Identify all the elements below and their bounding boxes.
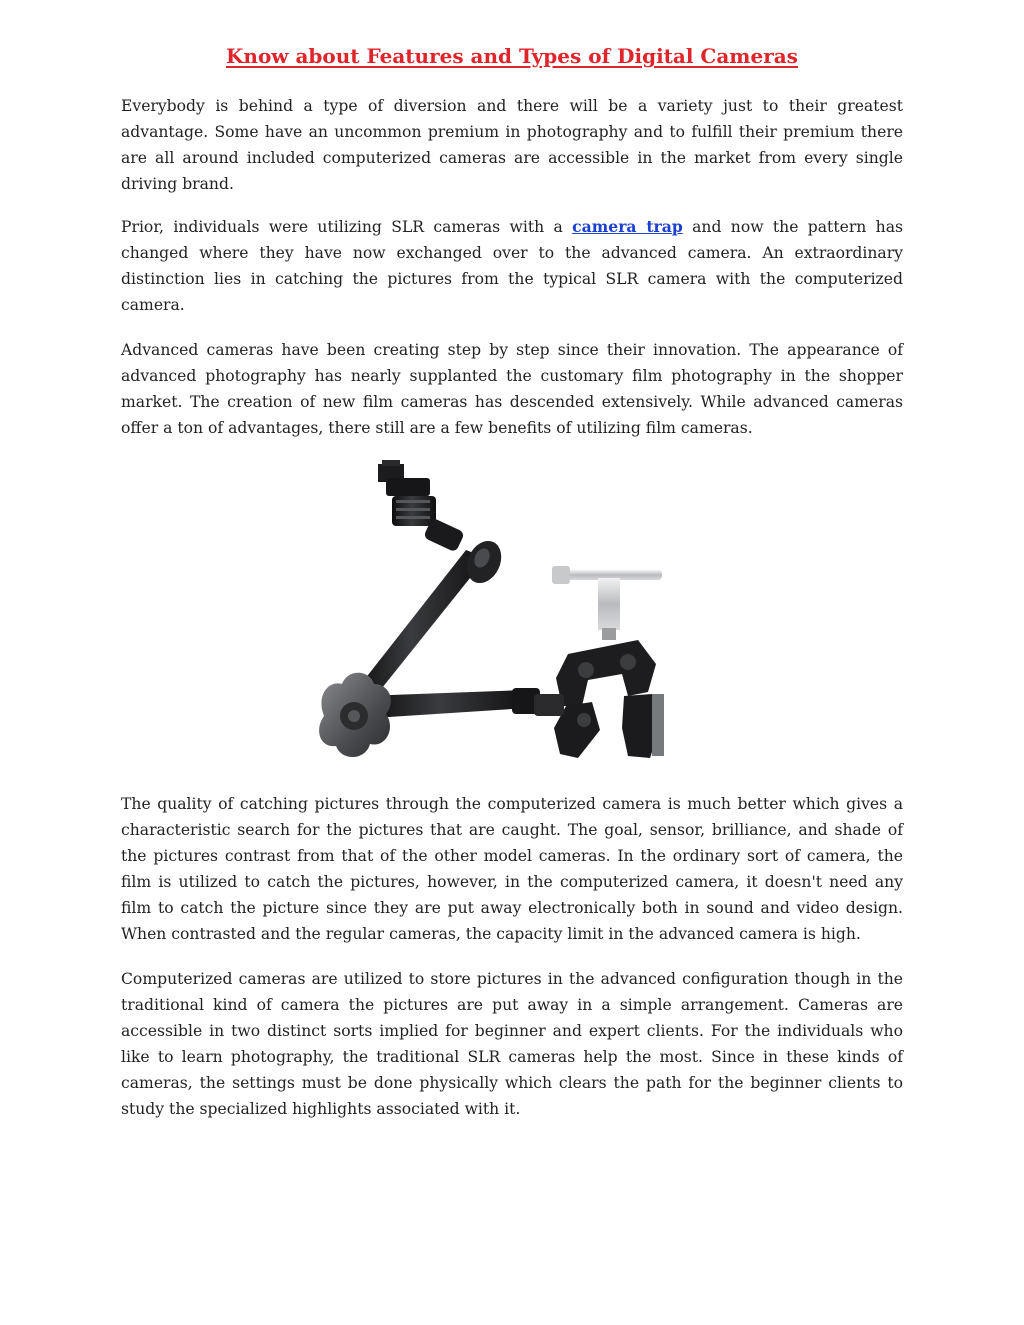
shoe-mount — [378, 460, 465, 553]
tension-knob — [319, 673, 391, 757]
magic-arm-illustration — [316, 458, 666, 770]
page-title-text: Know about Features and Types of Digital Cameras — [226, 44, 798, 68]
paragraph-slr-before: Prior, individuals were utilizing SLR cameras with a — [121, 218, 573, 236]
lower-arm-rod — [366, 688, 540, 718]
paragraph-storage: Computerized cameras are utilized to store pictures in the advanced configuration though in the traditional kind of camera the pictures are put away in a simple arrangement. Cameras are accessible in two distinct sorts implied for beginner and expert clients. For the individuals who like to learn photography, the traditional SLR cameras help the most. Since in these kinds of cameras, the settings must be done physically which clears the path for the beginner clients to study the specialized highlights associated with it. — [121, 970, 903, 1118]
upper-arm-rod — [350, 535, 508, 708]
magic-arm-image — [316, 458, 666, 770]
paragraph-advanced: Advanced cameras have been creating step by step since their innovation. The appearance of advanced photography has nearly supplanted the customary film photography in the shopper market. The creation of new film cameras has descended extensively. While advanced cameras offer a ton of advantages, there still are a few benefits of utilizing film cameras. — [121, 341, 903, 437]
paragraph-slr-after: and now the pattern has changed where they have now exchanged over to the advanced camera. An extraordinary distinction lies in catching the pictures from the typical SLR camera with the computerized camera. — [121, 218, 904, 314]
paragraph-slr — [121, 214, 903, 318]
page-title — [0, 44, 1024, 68]
camera-trap-link[interactable]: camera trap — [572, 217, 683, 236]
paragraph-quality: The quality of catching pictures through the computerized camera is much better which gives a characteristic search for the pictures that are caught. The goal, sensor, brilliance, and shade of the pictures contrast from that of the other model cameras. In the ordinary sort of camera, the film is utilized to catch the pictures, however, in the computerized camera, it doesn't need any film to catch the picture since they are put away electronically both in sound and video design. When contrasted and the regular cameras, the capacity limit in the advanced camera is high. — [121, 795, 903, 943]
super-clamp — [534, 566, 664, 758]
paragraph-intro: Everybody is behind a type of diversion and there will be a variety just to their greatest advantage. Some have an uncommon premium in photography and to fulfill their premium there are all around included computerized cameras are accessible in the market from every single driving brand. — [121, 97, 903, 193]
